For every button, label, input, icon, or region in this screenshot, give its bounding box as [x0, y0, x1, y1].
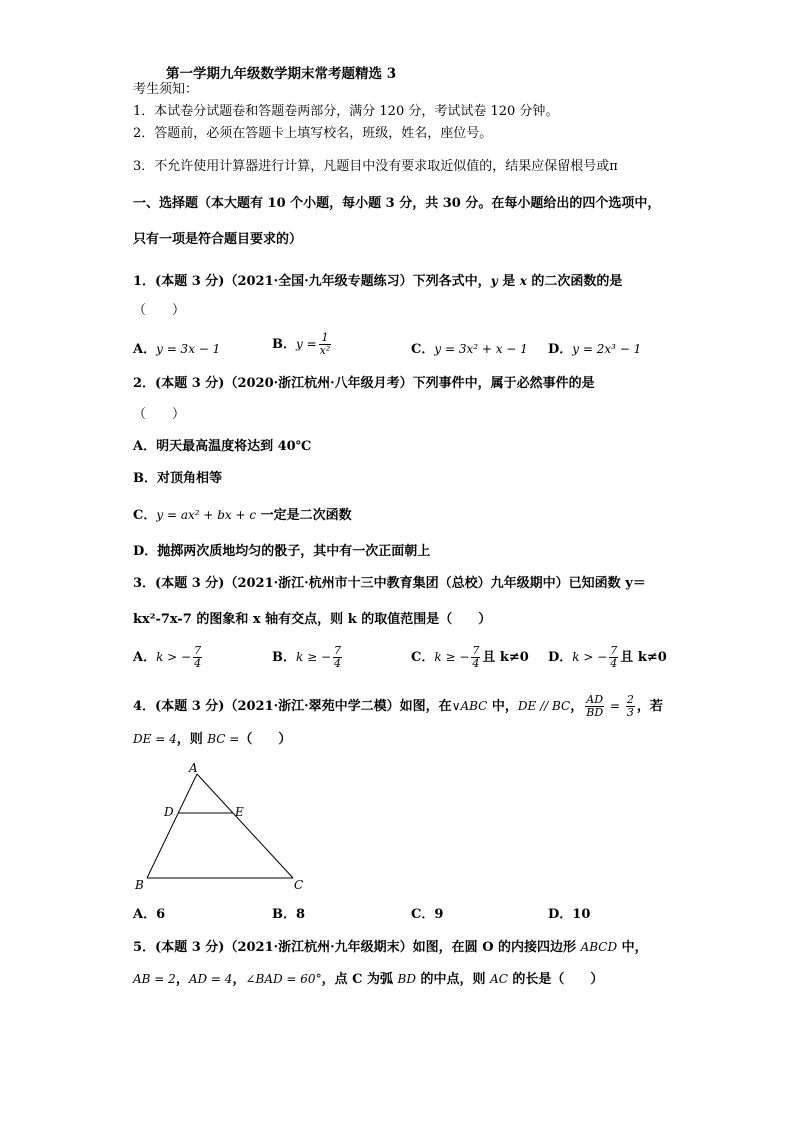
notice-item-2: 2．答题前，必须在答题卡上填写校名，班级，姓名，座位号。: [133, 126, 493, 141]
q3-option-d-condition: 且 k≠0: [620, 650, 667, 665]
question-2-stem: 2．(本题 3 分)（2020·浙江杭州·八年级月考）下列事件中，属于必然事件的是: [133, 376, 595, 391]
q2-answer-paren: （ ）: [133, 407, 186, 422]
q5-mid-text: 的中点，则: [415, 972, 491, 987]
vertex-label-b: B: [135, 878, 144, 892]
q4-option-c[interactable]: C．9: [411, 907, 444, 922]
fraction-denominator: 4: [610, 657, 618, 670]
q3-option-a[interactable]: [133, 645, 204, 670]
question-4-stem-line1: [133, 694, 663, 719]
fraction-denominator: 3: [626, 706, 634, 719]
q2-option-c-label: C．: [133, 508, 157, 523]
q4-then: ，则: [176, 732, 208, 747]
q3-option-c-label: C．: [411, 650, 435, 665]
q5-ac: AC: [490, 972, 508, 986]
q1-option-a-expr: y = 3x − 1: [156, 342, 221, 356]
section-heading-line1: 一、选择题（本大题有 10 个小题，每小题 3 分，共 30 分。在每小题给出的四个选项中，: [133, 196, 661, 211]
q2-option-c[interactable]: [133, 506, 352, 525]
vertex-label-c: C: [294, 878, 304, 892]
notice-heading: 考生须知：: [133, 82, 199, 97]
question-3-stem-line1: 3．(本题 3 分)（2021·浙江·杭州市十三中教育集团（总校）九年级期中）已知函数 y＝: [133, 576, 646, 591]
q3-option-c-condition: 且 k≠0: [482, 650, 529, 665]
page-title: 第一学期九年级数学期末常考题精选 3: [166, 66, 397, 82]
q3-option-d-fraction: [609, 645, 618, 670]
q4-stem-mid: 中，: [487, 699, 518, 714]
question-5-stem-line1: [133, 938, 648, 957]
q3-option-b-label: B．: [272, 650, 296, 665]
q1-stem-prefix: 1．(本题 3 分)（2021·全国·九年级专题练习）下列各式中，: [133, 274, 491, 289]
q1-var-y: y: [490, 274, 498, 288]
fraction-denominator: 4: [472, 657, 480, 670]
q2-option-a[interactable]: A．明天最高温度将达到 40℃: [133, 439, 312, 454]
q2-option-c-expr: y = ax² + bx + c: [156, 508, 257, 522]
q3-option-c-expr: k ≥ −: [434, 650, 470, 664]
q1-option-c-expr: y = 3x² + x − 1: [434, 342, 528, 356]
q3-option-c[interactable]: [411, 645, 529, 670]
q5-answer-paren: 的长是（ ）: [507, 972, 604, 987]
fraction-numerator: 1: [319, 332, 332, 345]
q4-value-fraction: [626, 694, 635, 719]
q4-de-value: DE = 4: [133, 732, 177, 746]
question-5-stem-line2: [133, 970, 603, 989]
fraction-numerator: 7: [334, 644, 342, 657]
question-4-stem-line2: [133, 730, 291, 749]
fraction-numerator: 7: [610, 644, 618, 657]
notice-item-1: 1．本试卷分试题卷和答题卷两部分，满分 120 分，考试试卷 120 分钟。: [133, 104, 559, 119]
q1-option-b-label: B．: [272, 337, 296, 352]
q1-stem-mid: 是: [497, 274, 520, 289]
q3-option-a-label: A．: [133, 650, 157, 665]
q4-equals: =: [606, 699, 624, 713]
q1-option-b-fraction: [319, 332, 332, 357]
side-ac: [197, 774, 293, 878]
q3-option-b-expr: k ≥ −: [296, 650, 332, 664]
q1-option-d-expr: y = 2x³ − 1: [572, 342, 642, 356]
q4-option-a[interactable]: A．6: [133, 907, 166, 922]
q1-option-b-lhs: y =: [296, 337, 317, 351]
q5-ad-value: AD = 4: [188, 972, 233, 986]
q1-stem-suffix: 的二次函数的是: [526, 274, 623, 289]
fraction-denominator: x²: [319, 344, 331, 357]
notice-item-3: 3．不允许使用计算器进行计算，凡题目中没有要求取近似值的，结果应保留根号或π: [133, 159, 618, 174]
q5-sep-1: ，: [175, 972, 189, 987]
q4-comma: ，: [570, 699, 584, 714]
q4-triangle: ∨ABC: [451, 699, 488, 713]
q4-answer-paren: （ ）: [239, 732, 292, 747]
side-ab: [147, 774, 197, 878]
q5-sep-2: ，: [232, 972, 246, 987]
fraction-numerator: 2: [626, 693, 634, 706]
q3-option-d-label: D．: [548, 650, 573, 665]
q5-point-c-text: ，点 C 为弧: [321, 972, 398, 987]
fraction-numerator: 7: [472, 644, 480, 657]
q4-option-d[interactable]: D．10: [548, 907, 591, 922]
q5-angle-value: ∠BAD = 60°: [245, 972, 322, 986]
q5-arc: BD: [397, 972, 416, 986]
q3-option-b[interactable]: [272, 645, 344, 670]
fraction-numerator: AD: [586, 693, 604, 706]
fraction-denominator: 4: [334, 657, 342, 670]
fraction-denominator: 4: [194, 657, 202, 670]
q1-option-d[interactable]: [548, 340, 641, 359]
q1-option-b[interactable]: [272, 332, 333, 357]
vertex-label-a: A: [189, 761, 198, 775]
q2-option-b[interactable]: B．对顶角相等: [133, 471, 222, 486]
vertex-label-d: D: [164, 805, 174, 819]
q3-option-d-expr: k > −: [572, 650, 608, 664]
q3-option-d[interactable]: [548, 645, 667, 670]
q5-ab-value: AB = 2: [133, 972, 176, 986]
fraction-denominator: BD: [586, 706, 604, 719]
question-1-stem: [133, 272, 622, 291]
q1-var-x: x: [519, 274, 527, 288]
q1-option-c-label: C．: [411, 342, 435, 357]
q5-stem-prefix: 5．(本题 3 分)（2021·浙江杭州·九年级期末）如图，在圆 O 的内接四边形: [133, 940, 581, 955]
q1-option-c[interactable]: [411, 340, 528, 359]
q5-quadrilateral: ABCD: [580, 940, 618, 954]
q3-option-b-fraction: [333, 645, 342, 670]
q4-bc-expr: BC =: [207, 732, 240, 746]
triangle-figure: [130, 760, 330, 895]
q2-option-d[interactable]: D．抛掷两次质地均匀的骰子，其中有一次正面朝上: [133, 544, 431, 559]
q4-ratio-fraction: [585, 694, 604, 719]
q1-option-a-label: A．: [133, 342, 157, 357]
q1-option-a[interactable]: [133, 340, 220, 359]
q2-option-c-tail: 一定是二次函数: [256, 508, 352, 523]
q3-option-a-expr: k > −: [156, 650, 192, 664]
q4-stem-suffix: ，若: [636, 699, 663, 714]
vertex-label-e: E: [235, 805, 244, 819]
q4-stem-prefix: 4．(本题 3 分)（2021·浙江·翠苑中学二模）如图，在: [133, 699, 452, 714]
q4-parallel: DE // BC: [517, 699, 571, 713]
q1-option-d-label: D．: [548, 342, 573, 357]
q3-option-c-fraction: [471, 645, 480, 670]
q3-option-a-fraction: [193, 645, 202, 670]
q1-answer-paren: （ ）: [133, 303, 186, 318]
q4-option-b[interactable]: B．8: [272, 907, 306, 922]
section-heading-line2: 只有一项是符合题目要求的）: [133, 232, 303, 247]
q5-stem-suffix: 中，: [617, 940, 648, 955]
fraction-numerator: 7: [194, 644, 202, 657]
question-3-stem-line2: kx²-7x-7 的图象和 x 轴有交点，则 k 的取值范围是（ ）: [133, 612, 492, 627]
